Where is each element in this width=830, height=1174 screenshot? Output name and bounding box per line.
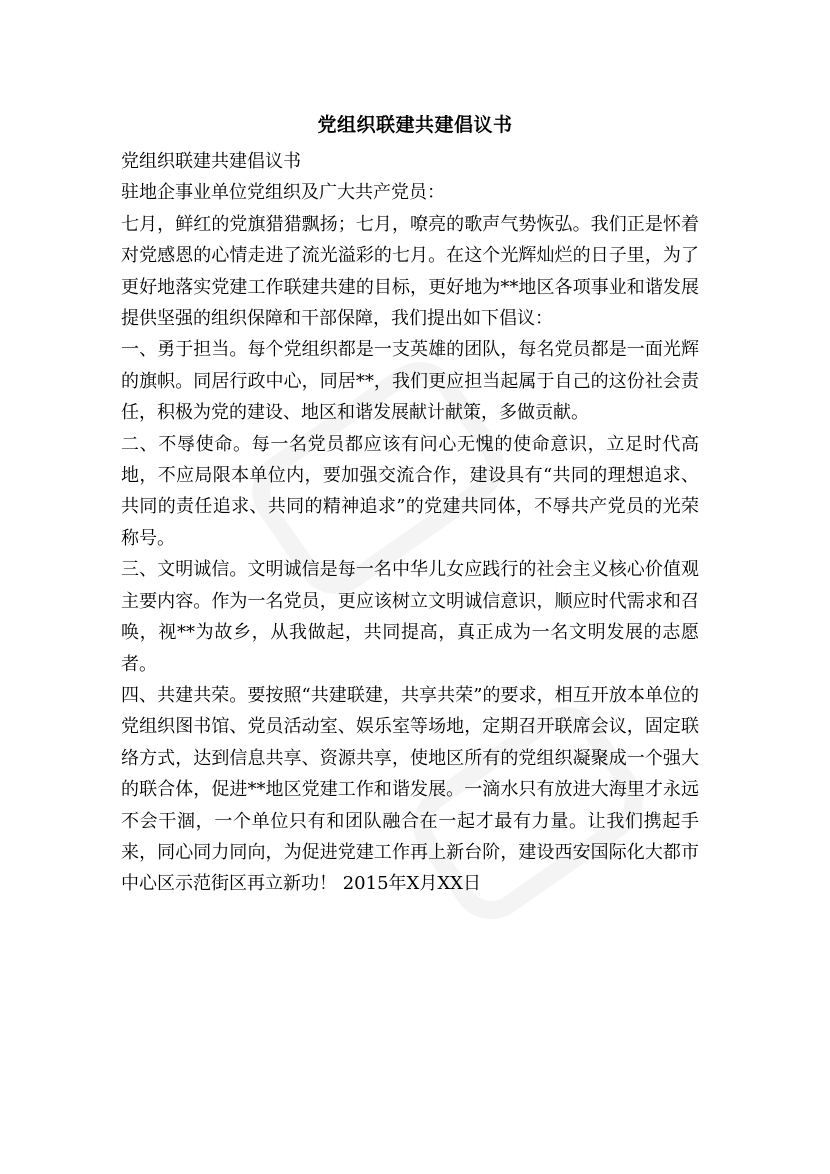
document-title: 党组织联建共建倡议书 bbox=[317, 114, 513, 136]
paragraph-intro: 七月，鲜红的党旗猎猎飘扬；七月，嘹亮的歌声气势恢弘。我们正是怀着对党感恩的心情走进了流光溢彩的七月。在这个光辉灿烂的日子里，为了更好地落实党建工作联建共建的目标，更好地为**地区各项事业和谐发展提供坚强的组织保障和干部保障，我们提出如下倡议： bbox=[121, 213, 699, 330]
document-body bbox=[121, 146, 699, 900]
paragraph-point-1: 一、勇于担当。每个党组织都是一支英雄的团队，每名党员都是一面光辉的旗帜。同居行政中心，同居**，我们更应担当起属于自己的这份社会责任，积极为党的建设、地区和谐发展献计献策，多做贡献。 bbox=[121, 339, 699, 424]
paragraph-heading: 党组织联建共建倡议书 bbox=[121, 151, 301, 172]
paragraph-point-3: 三、文明诚信。文明诚信是每一名中华儿女应践行的社会主义核心价值观主要内容。作为一名党员，更应该树立文明诚信意识，顺应时代需求和召唤，视**为故乡，从我做起，共同提高，真正成为一名文明发展的志愿者。 bbox=[121, 559, 699, 675]
paragraph-salutation: 驻地企事业单位党组织及广大共产党员： bbox=[121, 182, 445, 204]
paragraph-point-4: 四、共建共荣。要按照“共建联建，共享共荣”的要求，相互开放本单位的党组织图书馆、党员活动室、娱乐室等场地，定期召开联席会议，固定联络方式，达到信息共享、资源共享，使地区所有的党组织凝聚成一个强大的联合体，促进**地区党建工作和谐发展。一滴水只有放进大海里才永远不会干涸，一个单位只有和团队融合在一起才最有力量。让我们携起手来，同心同力同向，为促进党建工作再上新台阶，建设西安国际化大都市中心区示范街区再立新功！ 2015年X月XX日 bbox=[121, 684, 699, 895]
paragraph-point-2: 二、不辱使命。每一名党员都应该有问心无愧的使命意识，立足时代高地，不应局限本单位内，要加强交流合作，建设具有“共同的理想追求、共同的责任追求、共同的精神追求”的党建共同体，不辱共产党员的光荣称号。 bbox=[121, 433, 699, 549]
